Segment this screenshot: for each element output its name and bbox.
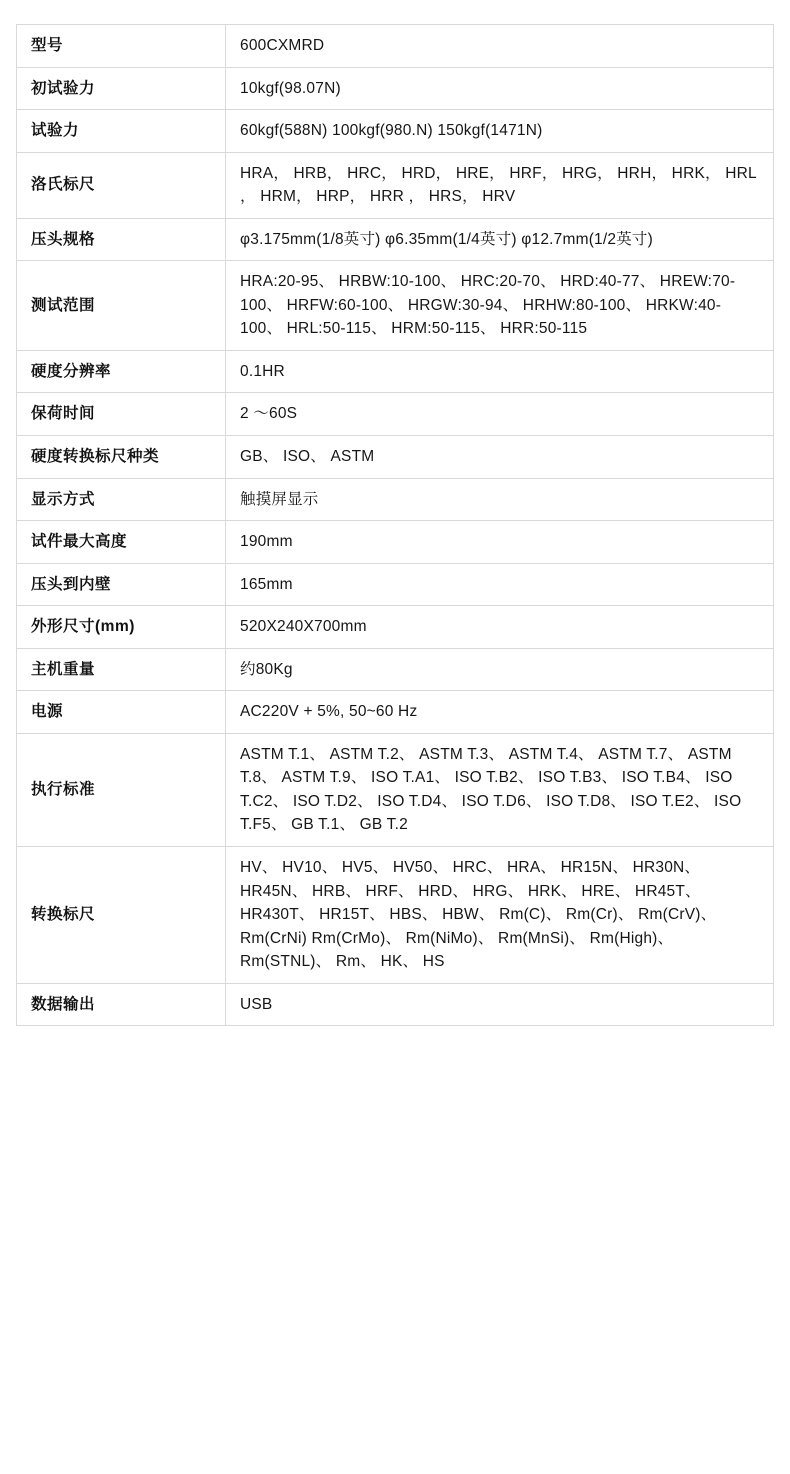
table-row [17,847,774,984]
row-value: 600CXMRD [226,25,774,68]
table-row [17,478,774,521]
row-value: HRA， HRB， HRC， HRD， HRE， HRF， HRG， HRH， HRK， HRL ， HRM， HRP， HRR ， HRS， HRV [226,152,774,218]
row-label: 转换标尺 [17,847,226,984]
row-label: 初试验力 [17,67,226,110]
row-label: 电源 [17,691,226,734]
table-body [17,25,774,1026]
row-value: 约80Kg [226,648,774,691]
row-label: 硬度转换标尺种类 [17,436,226,479]
row-value: 60kgf(588N) 100kgf(980.N) 150kgf(1471N) [226,110,774,153]
table-row [17,261,774,351]
table-row [17,691,774,734]
row-label: 保荷时间 [17,393,226,436]
table-row [17,110,774,153]
row-label: 测试范围 [17,261,226,351]
table-row [17,521,774,564]
row-label: 试件最大高度 [17,521,226,564]
table-row [17,152,774,218]
row-value: GB、 ISO、 ASTM [226,436,774,479]
row-label: 试验力 [17,110,226,153]
row-label: 显示方式 [17,478,226,521]
table-row [17,648,774,691]
row-value: AC220V + 5%, 50~60 Hz [226,691,774,734]
table-row [17,436,774,479]
table-row [17,218,774,261]
row-label: 压头到内壁 [17,563,226,606]
row-label: 压头规格 [17,218,226,261]
row-label: 执行标准 [17,733,226,846]
specification-table [16,24,774,1026]
row-value: 165mm [226,563,774,606]
row-label: 型号 [17,25,226,68]
table-row [17,983,774,1026]
row-value: 触摸屏显示 [226,478,774,521]
row-value: 190mm [226,521,774,564]
table-row [17,67,774,110]
row-value: HRA:20-95、 HRBW:10-100、 HRC:20-70、 HRD:40-77、 HREW:70-100、 HRFW:60-100、 HRGW:30-94、 HRHW:80-100、 HRKW:40-100、 HRL:50-115、 HRM:50-115、 HRR:50-115 [226,261,774,351]
row-value: φ3.175mm(1/8英寸) φ6.35mm(1/4英寸) φ12.7mm(1/2英寸) [226,218,774,261]
row-value: 0.1HR [226,350,774,393]
table-row [17,350,774,393]
row-label: 硬度分辨率 [17,350,226,393]
table-row [17,733,774,846]
table-row [17,606,774,649]
row-value: 10kgf(98.07N) [226,67,774,110]
row-label: 主机重量 [17,648,226,691]
row-label: 数据输出 [17,983,226,1026]
table-row [17,25,774,68]
table-row [17,563,774,606]
row-value: 520X240X700mm [226,606,774,649]
row-value: HV、 HV10、 HV5、 HV50、 HRC、 HRA、 HR15N、 HR30N、 HR45N、 HRB、 HRF、 HRD、 HRG、 HRK、 HRE、 HR45T、 HR430T、 HR15T、 HBS、 HBW、 Rm(C)、 Rm(Cr)、 Rm(CrV)、 Rm(CrNi) Rm(CrMo)、 Rm(NiMo)、 Rm(MnSi)、 Rm(High)、 Rm(STNL)、 Rm、 HK、 HS [226,847,774,984]
row-label: 外形尺寸(mm) [17,606,226,649]
row-value: ASTM T.1、 ASTM T.2、 ASTM T.3、 ASTM T.4、 ASTM T.7、 ASTM T.8、 ASTM T.9、 ISO T.A1、 ISO T.B2、 ISO T.B3、 ISO T.B4、 ISO T.C2、 ISO T.D2、 ISO T.D4、 ISO T.D6、 ISO T.D8、 ISO T.E2、 ISO T.F5、 GB T.1、 GB T.2 [226,733,774,846]
row-value: USB [226,983,774,1026]
row-label: 洛氏标尺 [17,152,226,218]
row-value: 2 ～60S [226,393,774,436]
table-row [17,393,774,436]
